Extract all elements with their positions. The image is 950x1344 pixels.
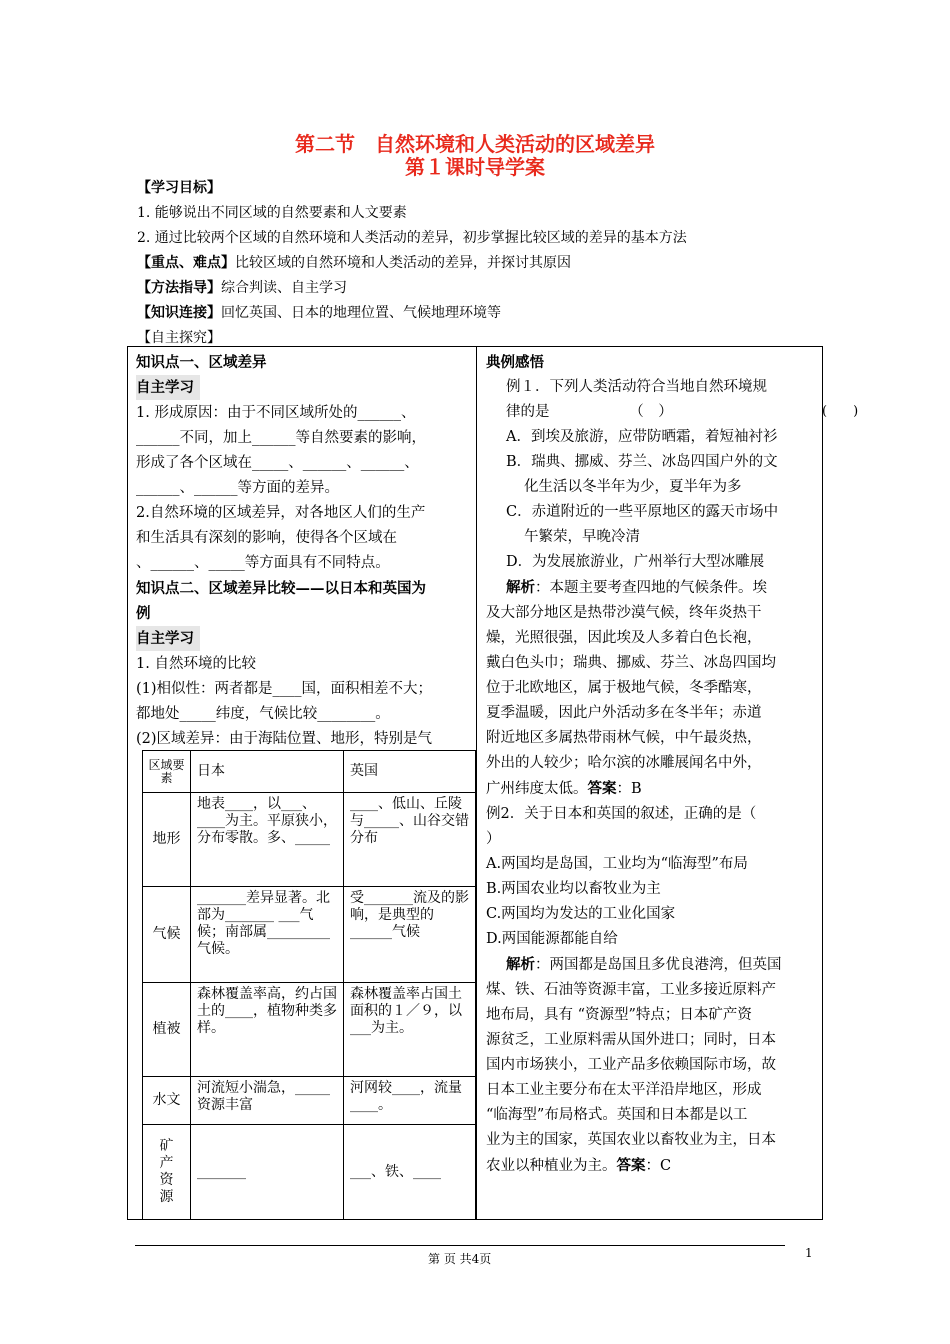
footer-page-info: 第 页 共4页 bbox=[428, 1252, 492, 1266]
uk-cell: ____、低山、丘陵与_____、山谷交错分布 bbox=[344, 793, 476, 887]
option-a: A.两国均是岛国，工业均为“临海型”布局 bbox=[486, 856, 748, 872]
table-header-cell: 区域要素 bbox=[143, 751, 191, 793]
analysis-line: 及大部分地区是热带沙漠气候，终年炎热干 bbox=[486, 605, 762, 621]
intro-line: 【知识连接】回忆英国、日本的地理位置、气候地理环境等 bbox=[137, 305, 501, 321]
analysis-line: 国内市场狭小，工业产品多依赖国际市场，故 bbox=[486, 1057, 776, 1073]
analysis-1: 解析：本题主要考查四地的气候条件。埃 bbox=[506, 579, 767, 596]
question-2: 例2．关于日本和英国的叙述，正确的是（ bbox=[486, 806, 757, 822]
option-a: A．到埃及旅游，应带防晒霜，着短袖衬衫 bbox=[506, 429, 778, 445]
japan-cell: _______ bbox=[191, 1125, 344, 1220]
text-line: ______不同，加上______等自然要素的影响， bbox=[136, 430, 426, 446]
self-study-label: 自主学习 bbox=[136, 626, 200, 651]
analysis-line: 广州纬度太低。答案：B bbox=[486, 780, 642, 797]
question-1: 例１．下列人类活动符合当地自然环境规 bbox=[506, 379, 767, 395]
table-row bbox=[143, 983, 476, 1077]
option-b: B.两国农业均以畜牧业为主 bbox=[486, 881, 661, 897]
option-b: B．瑞典、挪威、芬兰、冰岛四国户外的文 bbox=[506, 454, 778, 470]
analysis-line: 源贫乏，工业原料需从国外进口；同时，日本 bbox=[486, 1032, 776, 1048]
option-b: 化生活以冬半年为少，夏半年为多 bbox=[524, 479, 742, 495]
left-column bbox=[136, 350, 474, 752]
comparison-table bbox=[142, 750, 476, 1220]
uk-cell: ___、铁、____ bbox=[344, 1125, 476, 1220]
option-c: C．赤道附近的一些平原地区的露天市场中 bbox=[506, 504, 779, 520]
analysis-2: 解析：两国都是岛国且多优良港湾，但英国 bbox=[506, 956, 782, 973]
kp2-heading: 例 bbox=[136, 605, 151, 622]
footer-rule bbox=[135, 1245, 785, 1246]
examples-heading: 典例感悟 bbox=[486, 354, 544, 371]
kp2-heading: 知识点二、区域差异比较——以日本和英国为 bbox=[136, 580, 426, 597]
row-label: 植被 bbox=[143, 983, 191, 1077]
analysis-line: 戴白色头巾；瑞典、挪威、芬兰、冰岛四国均 bbox=[486, 655, 776, 671]
uk-cell: 森林覆盖率占国土面积的１／９，以___为主。 bbox=[344, 983, 476, 1077]
analysis-line: 燥，光照很强，因此埃及人多着白色长袍， bbox=[486, 630, 762, 646]
analysis-line: 位于北欧地区，属于极地气候，冬季酷寒， bbox=[486, 680, 762, 696]
analysis-line: 业为主的国家，英国农业以畜牧业为主，日本 bbox=[486, 1132, 776, 1148]
uk-cell: 受_______流及的影响，是典型的______气候 bbox=[344, 887, 476, 983]
text-line: (1)相似性：两者都是____国，面积相差不大； bbox=[136, 681, 433, 697]
page-subtitle: 第１课时导学案 bbox=[405, 155, 545, 179]
table-header-cell: 英国 bbox=[344, 751, 476, 793]
right-column bbox=[486, 350, 820, 1179]
intro-line: 【自主探究】 bbox=[137, 330, 221, 346]
intro-line: 【方法指导】综合判读、自主学习 bbox=[137, 280, 347, 296]
analysis-line: 日本工业主要分布在太平洋沿岸地区，形成 bbox=[486, 1082, 762, 1098]
question-1: 律的是 （ ） bbox=[506, 404, 673, 420]
option-d: D.两国能源都能自给 bbox=[486, 931, 618, 947]
japan-cell: 森林覆盖率高，约占国土的____，植物种类多样。 bbox=[191, 983, 344, 1077]
text-line: 和生活具有深刻的影响，使得各个区域在 bbox=[136, 530, 397, 546]
option-c: C.两国均为发达的工业化国家 bbox=[486, 906, 676, 922]
column-divider bbox=[476, 346, 477, 1220]
table-row bbox=[143, 1125, 476, 1220]
text-line: 1. 自然环境的比较 bbox=[136, 656, 256, 672]
intro-line: 【学习目标】 bbox=[137, 180, 221, 196]
uk-cell: 河网较____，流量____。 bbox=[344, 1077, 476, 1125]
text-line: 都地处_____纬度，气候比较________。 bbox=[136, 706, 390, 722]
row-label: 水文 bbox=[143, 1077, 191, 1125]
page-title: 第二节 自然环境和人类活动的区域差异 bbox=[295, 132, 655, 156]
row-label: 气候 bbox=[143, 887, 191, 983]
text-line: 、______、_____等方面具有不同特点。 bbox=[136, 555, 390, 571]
table-header-cell: 日本 bbox=[191, 751, 344, 793]
analysis-line: 煤、铁、石油等资源丰富，工业多接近原料产 bbox=[486, 982, 776, 998]
analysis-line: “临海型”布局格式。英国和日本都是以工 bbox=[486, 1107, 748, 1123]
text-line: 1. 形成原因：由于不同区域所处的______、 bbox=[136, 405, 416, 421]
question-2: ） bbox=[486, 831, 501, 847]
table-row bbox=[143, 1077, 476, 1125]
intro-line: 【重点、难点】比较区域的自然环境和人类活动的差异，并探讨其原因 bbox=[137, 255, 571, 271]
analysis-line: 农业以种植业为主。答案：C bbox=[486, 1157, 672, 1174]
row-label: 地形 bbox=[143, 793, 191, 887]
text-line: 形成了各个区域在_____、______、______、 bbox=[136, 455, 419, 471]
page-number: 1 bbox=[805, 1246, 813, 1260]
japan-cell: _______差异显著。北部为_______ ___气候；南部属_________气候。 bbox=[191, 887, 344, 983]
analysis-line: 地布局，具有 “资源型”特点；日本矿产资 bbox=[486, 1007, 752, 1023]
intro-line: 2. 通过比较两个区域的自然环境和人类活动的差异，初步掌握比较区域的差异的基本方法 bbox=[137, 230, 687, 246]
text-line: ______、______等方面的差异。 bbox=[136, 480, 339, 496]
analysis-line: 附近地区多属热带雨林气候，中午最炎热， bbox=[486, 730, 762, 746]
intro-line: 1. 能够说出不同区域的自然要素和人文要素 bbox=[137, 205, 407, 221]
option-c: 午繁荣，早晚冷清 bbox=[524, 529, 640, 545]
analysis-line: 外出的人较少；哈尔滨的冰雕展闻名中外， bbox=[486, 755, 762, 771]
option-d: D．为发展旅游业，广州举行大型冰雕展 bbox=[506, 554, 765, 570]
table-row bbox=[143, 887, 476, 983]
text-line: (2)区域差异：由于海陆位置、地形，特别是气 bbox=[136, 731, 433, 747]
self-study-label: 自主学习 bbox=[136, 375, 200, 400]
text-line: 2.自然环境的区域差异，对各地区人们的生产 bbox=[136, 505, 426, 521]
stray-bracket: ( ) bbox=[822, 404, 859, 419]
analysis-line: 夏季温暖，因此户外活动多在冬半年；赤道 bbox=[486, 705, 762, 721]
japan-cell: 地表____，以___、____为主。平原狭小，分布零散。多、_____ bbox=[191, 793, 344, 887]
row-label: 矿产资源 bbox=[143, 1125, 191, 1220]
table-row bbox=[143, 793, 476, 887]
japan-cell: 河流短小湍急，_____资源丰富 bbox=[191, 1077, 344, 1125]
kp1-heading: 知识点一、区域差异 bbox=[136, 354, 267, 371]
